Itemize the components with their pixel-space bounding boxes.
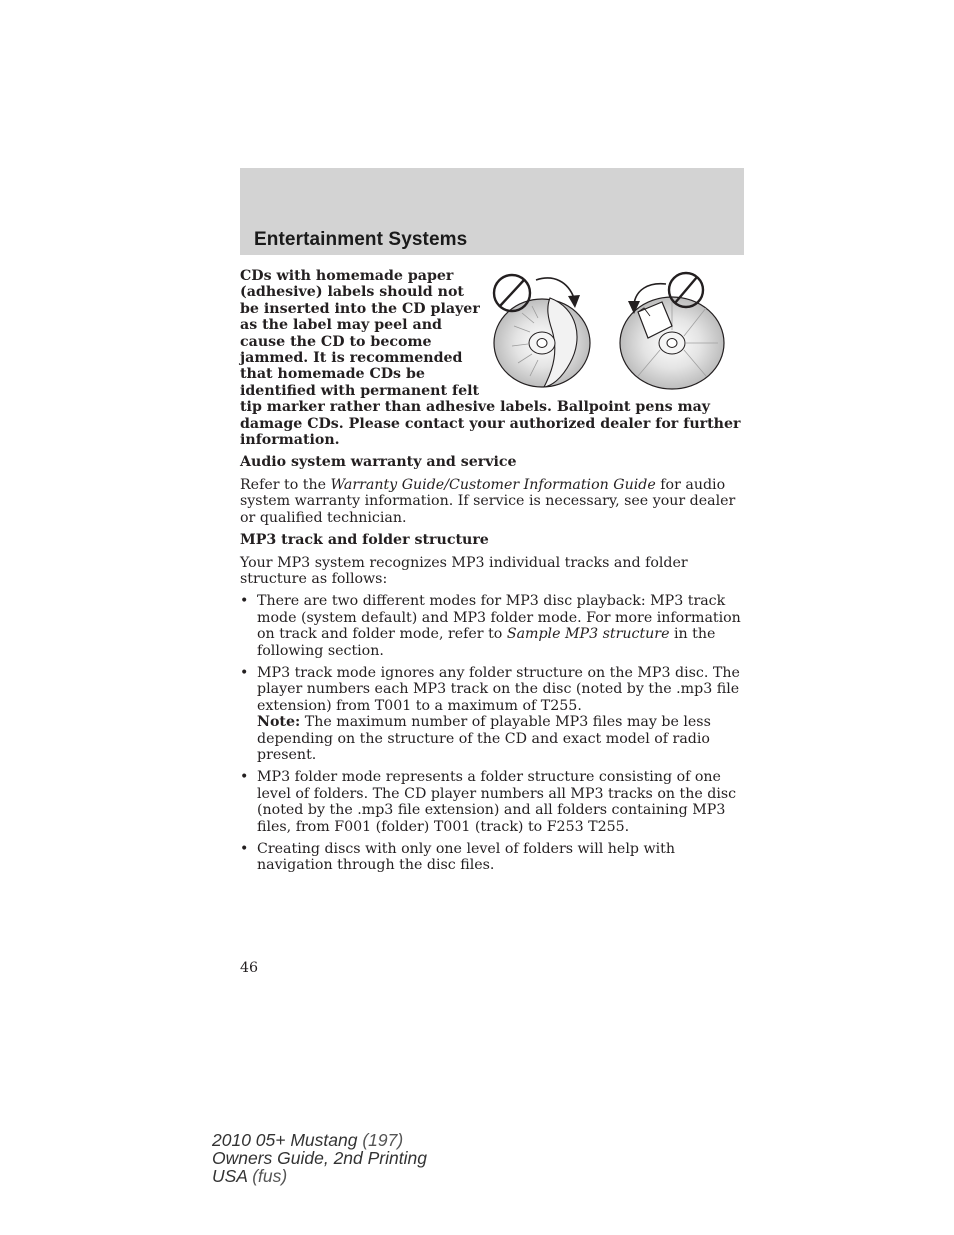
section-header xyxy=(240,168,744,255)
bullet: • xyxy=(240,841,249,857)
bullet: • xyxy=(240,664,249,681)
bullet2-text: MP3 track mode ignores any folder structure on the MP3 disc. The player numbers each MP3 track on the disc (noted by the .mp3 file extension) from T001 to a maximum of T255. xyxy=(257,664,740,714)
note xyxy=(257,714,744,763)
warranty-guide-title: Warranty Guide/Customer Information Guide xyxy=(330,476,656,493)
page-number: 46 xyxy=(240,960,259,976)
section-title: Entertainment Systems xyxy=(254,229,468,250)
list-item xyxy=(240,841,744,874)
list-item xyxy=(240,593,744,659)
warranty-heading: Audio system warranty and service xyxy=(240,454,517,471)
footer-model-code: (197) xyxy=(357,1130,404,1150)
footer-market: USA xyxy=(212,1166,248,1186)
note-text: The maximum number of playable MP3 files may be less depending on the structure of the CD and exact model of radio present. xyxy=(257,714,711,763)
footer-line-2: Owners Guide, 2nd Printing xyxy=(212,1148,427,1168)
bullet3-text: MP3 folder mode represents a folder structure consisting of one level of folders. The CD player numbers all MP3 tracks on the disc (noted by the .mp3 file extension) and all folders containing MP3 files, from F001 (folder) T001 (track) to F253 T255. xyxy=(257,769,737,835)
sample-mp3-structure-reference: Sample MP3 structure xyxy=(506,626,670,643)
warranty-text-after: for audio system warranty information. If service is necessary, see your dealer or qualified technician. xyxy=(240,476,736,526)
warranty-paragraph xyxy=(240,477,744,526)
footer-market-code: (fus) xyxy=(247,1166,288,1186)
footer-line-3 xyxy=(212,1167,427,1185)
cd-label-warning xyxy=(240,268,744,448)
list-item xyxy=(240,769,744,835)
bullet: • xyxy=(240,769,249,786)
list-item xyxy=(240,665,744,763)
footer-line-1 xyxy=(212,1131,427,1149)
page-content xyxy=(240,268,744,880)
cd-label-warning-text: CDs with homemade paper (adhesive) labels should not be inserted into the CD player as the label may peel and cause the CD to become jammed. It is recommended that homemade CDs be identified with permanent felt tip marker rather than adhesive labels. Ballpoint pens may damage CDs. Please contact your authorized dealer for further information. xyxy=(240,268,741,449)
mp3-heading: MP3 track and folder structure xyxy=(240,532,489,549)
document-footer xyxy=(212,1131,427,1185)
footer-model: 2010 05+ Mustang xyxy=(212,1130,358,1150)
bullet1-text: There are two different modes for MP3 disc playback: MP3 track mode (system default) and MP3 folder mode. For more information on track and folder mode, refer to xyxy=(257,593,741,643)
bullet: • xyxy=(240,593,249,610)
mp3-bullet-list xyxy=(240,593,744,874)
warranty-text-before: Refer to the xyxy=(240,476,331,493)
cd-label-illustration xyxy=(492,268,742,396)
note-label: Note: xyxy=(257,714,301,731)
no-symbol-icon xyxy=(494,275,530,311)
bullet1-text-end: in the following section. xyxy=(257,626,716,659)
bullet4-text: Creating discs with only one level of folders will help with navigation through the disc files. xyxy=(257,841,675,874)
adhesive-label-cd-icon xyxy=(620,297,724,389)
mp3-intro: Your MP3 system recognizes MP3 individual tracks and folder structure as follows: xyxy=(240,554,688,587)
